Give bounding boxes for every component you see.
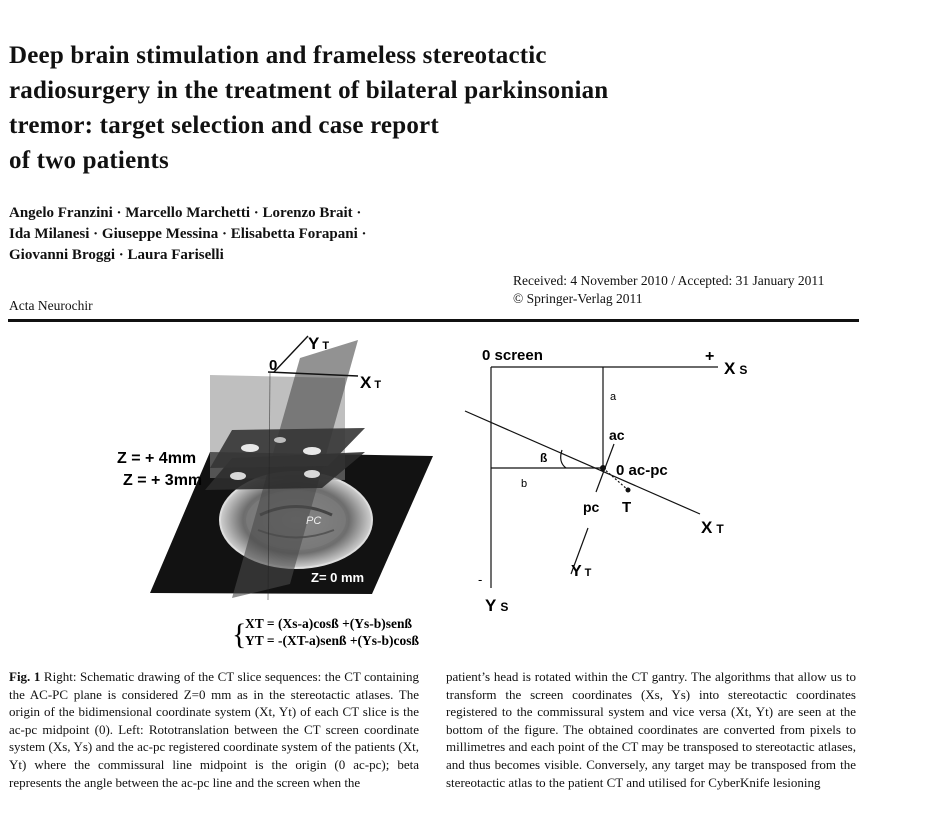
z0-label: Z= 0 mm xyxy=(311,570,365,585)
z4-label: Z = + 4mm xyxy=(117,450,197,467)
journal-name: Acta Neurochir xyxy=(9,298,93,313)
pc-point-label: pc xyxy=(583,499,600,515)
publication-dates xyxy=(513,272,824,308)
author-line: Angelo Franzini · Marcello Marchetti · Lorenzo Brait · xyxy=(9,205,362,221)
beta-angle-arc xyxy=(561,450,566,468)
xt-axis-label: X T xyxy=(701,518,724,537)
formula-brace: { xyxy=(232,618,247,651)
caption-label: Fig. 1 xyxy=(9,669,41,684)
copyright: © Springer-Verlag 2011 xyxy=(513,291,643,306)
target-point xyxy=(626,488,631,493)
ct-slice-stack xyxy=(150,336,433,600)
author-line: Ida Milanesi · Giuseppe Messina · Elisabetta Forapani · xyxy=(9,226,367,242)
ys-axis-label: Y S xyxy=(485,596,509,615)
beta-label: ß xyxy=(540,451,548,465)
title-line: of two patients xyxy=(9,147,169,174)
author-line: Giovanni Broggi · Laura Fariselli xyxy=(9,247,224,263)
article-title xyxy=(9,38,769,178)
minus-label: - xyxy=(478,572,483,587)
received-accepted: Received: 4 November 2010 / Accepted: 31 January 2011 xyxy=(513,273,825,288)
left-origin-label: 0 xyxy=(269,357,278,374)
formula-1: XT = (Xs-a)cosß +(Ys-b)senß xyxy=(245,616,413,631)
title-line: Deep brain stimulation and frameless stereotactic xyxy=(9,42,547,69)
figure-1 xyxy=(0,326,925,656)
figure-caption-left xyxy=(9,668,419,791)
left-x-axis-label: X T xyxy=(360,373,382,392)
caption-text-left: Right: Schematic drawing of the CT slice sequences: the CT containing the AC-PC plane is considered Z=0 mm as in the stereotactic atlases. The origin of the bidimensional coordinate system (Xt, Yt) of each CT slice is the ac-pc midpoint (0). Left: Rototranslation between the CT screen coordinate system (Xs, Ys) and the ac-pc registered coordinate system of the patients (Xt, Yt) where the commissural line midpoint is the origin (0 ac-pc); beta represents the angle between the ac-pc line and the screen when the xyxy=(9,669,420,790)
title-line: radiosurgery in the treatment of bilateral parkinsonian xyxy=(9,77,609,104)
rototranslation-diagram xyxy=(465,367,718,588)
target-label: T xyxy=(622,499,632,516)
title-line: tremor: target selection and case report xyxy=(9,112,439,139)
left-y-axis-label: Y T xyxy=(308,334,330,353)
z3-label: Z = + 3mm xyxy=(123,472,203,489)
acpc-origin-point xyxy=(600,465,606,471)
xs-axis-label: X S xyxy=(724,359,748,378)
author-list xyxy=(9,203,367,266)
acpc-origin-label: 0 ac-pc xyxy=(616,462,668,479)
header-rule xyxy=(8,319,859,322)
a-label: a xyxy=(610,391,617,403)
pc-label: PC xyxy=(306,515,322,527)
yt-axis-label: Y T xyxy=(571,563,592,580)
plus-label: + xyxy=(705,348,715,365)
formula-2: YT = -(XT-a)senß +(Ys-b)cosß xyxy=(245,633,420,648)
ac-label: ac xyxy=(609,427,625,443)
b-label: b xyxy=(521,478,528,490)
screen-origin-label: 0 screen xyxy=(482,347,543,364)
figure-caption-right: patient’s head is rotated within the CT gantry. The algorithms that allow us to transform the screen coordinates (Xs, Ys) into stereotactic coordinates registered to the commissural system and vice versa (Xt, Yt) are seen at the bottom of the figure. The obtained coordinates are converted from pixels to millimetres and each point of the CT may be transposed to stereotactic atlases, and thus becomes visible. Conversely, any target may be transposed from the stereotactic atlas to the patient CT and utilised for CyberKnife lesioning xyxy=(446,669,856,790)
